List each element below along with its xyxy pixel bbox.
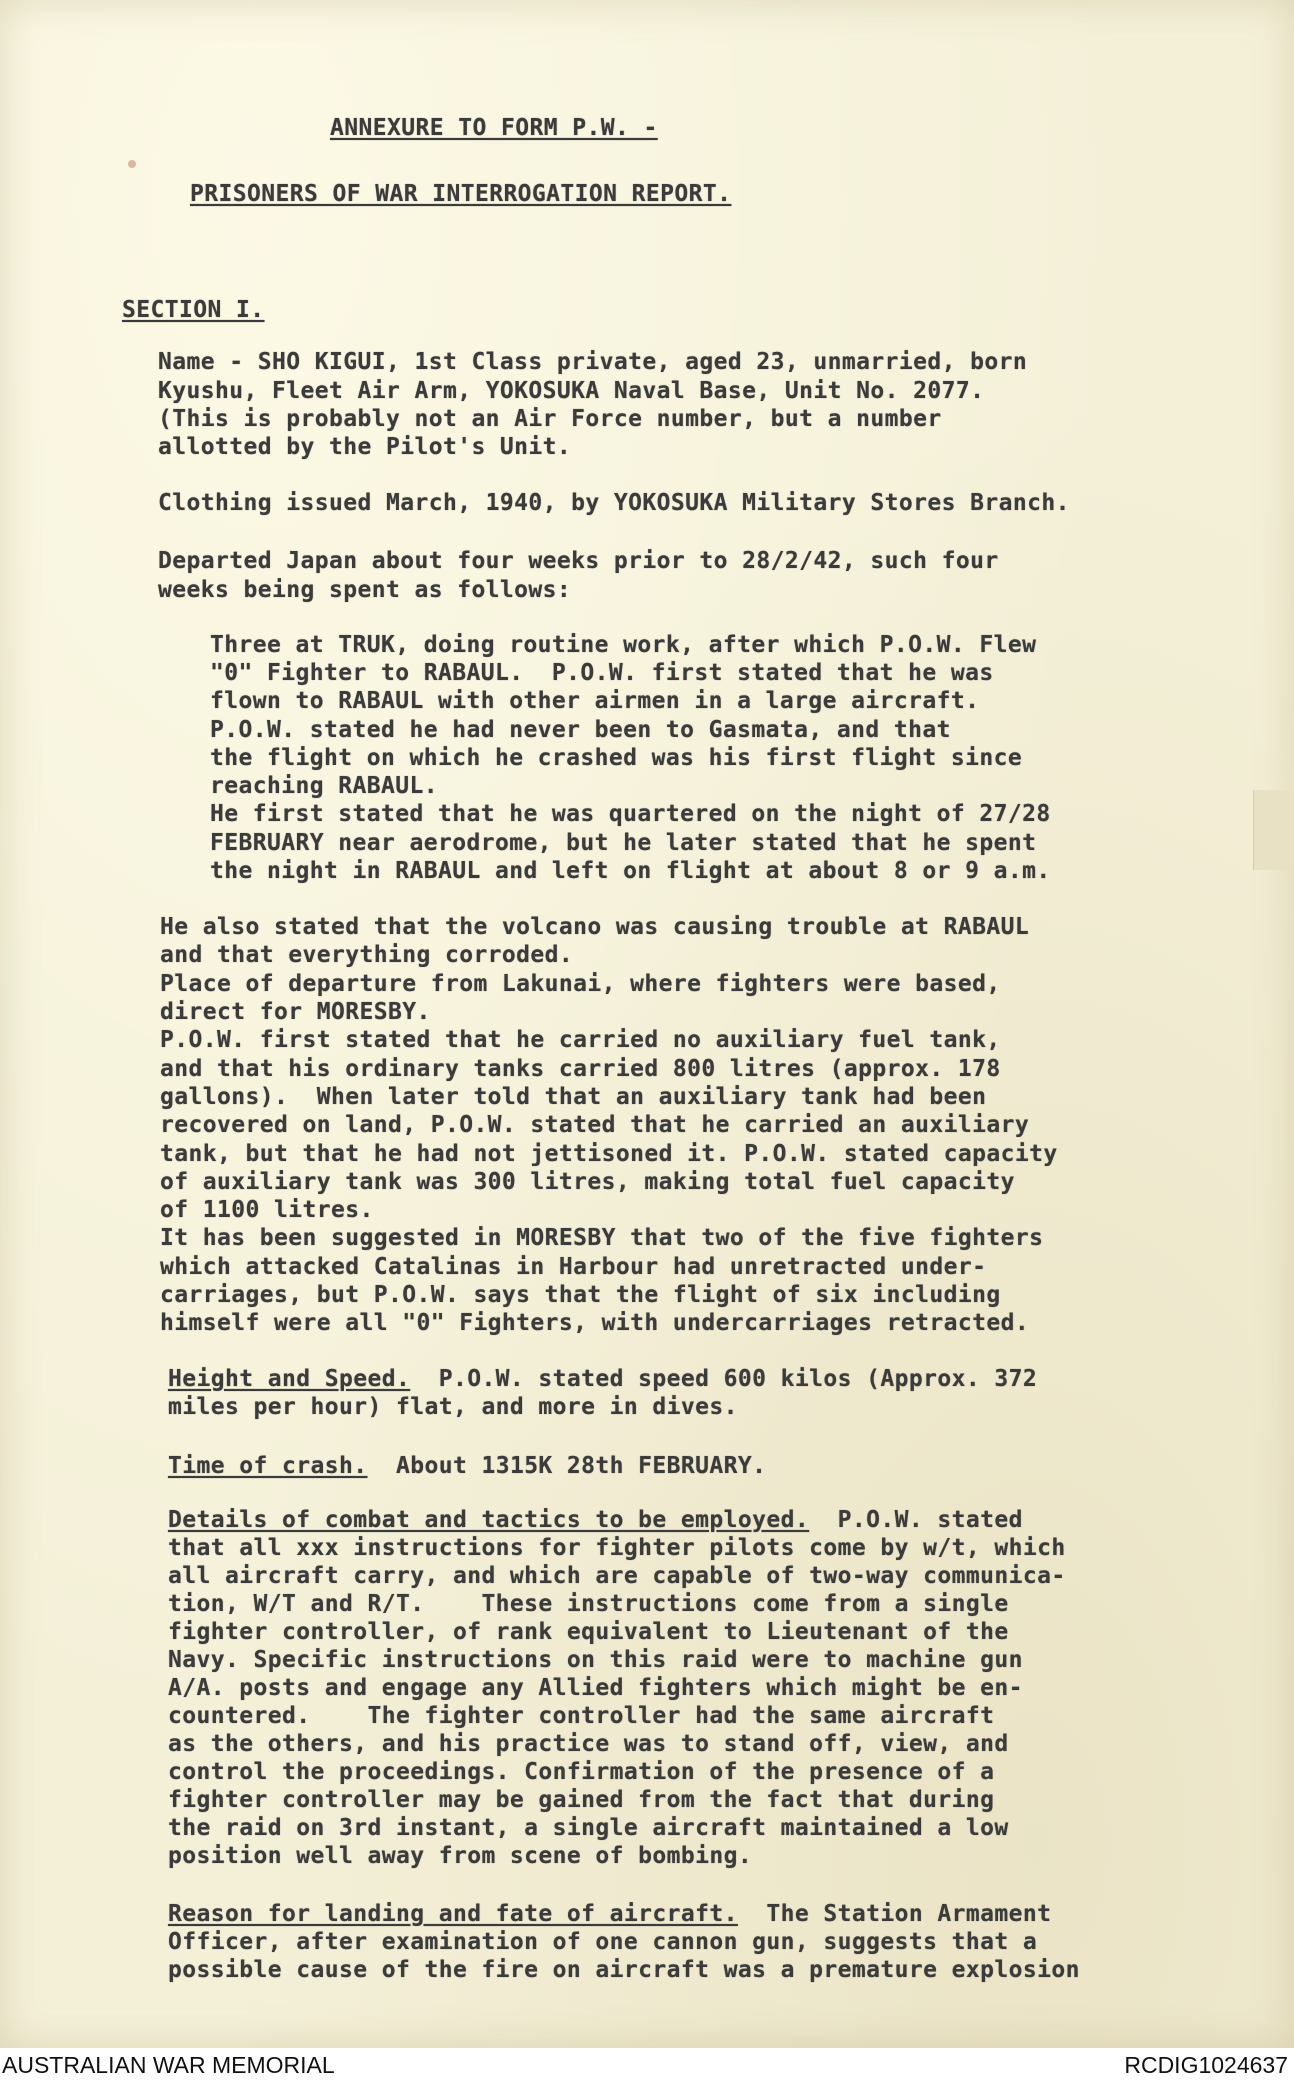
footer-record-id: RCDIG1024637 [1124, 2052, 1288, 2078]
report-title: PRISONERS OF WAR INTERROGATION REPORT. [190, 181, 732, 207]
combat-heading: Details of combat and tactics to be employed. [168, 1507, 810, 1533]
torn-edge [1253, 790, 1294, 870]
time-of-crash-heading: Time of crash. [168, 1453, 368, 1479]
annexure-heading: ANNEXURE TO FORM P.W. - [330, 115, 658, 141]
reason-heading: Reason for landing and fate of aircraft. [168, 1901, 738, 1927]
document-page: ANNEXURE TO FORM P.W. - PRISONERS OF WAR INTERROGATION REPORT. SECTION I. Name - SHO KIGUI, 1st Class private, aged 23, unmarried, born Kyushu, Fleet Air Arm, YOKOSUKA Naval Base, Unit No. 2077. (This is probably not an Air Force number, but a number allotted by the Pilot's Unit. Clothing issued March, 1940, by YOKOSUKA Military Stores Branch. Departed Japan about four weeks prior to 28/2/42, such four weeks being spent as follows: Three at TRUK, doing routine work, after which P.O.W. Flew "0" Fighter to RABAUL. P.O.W. first stated that he was flown to RABAUL with other airmen in a large aircraft. P.O.W. stated he had never been to Gasmata, and that the flight on which he crashed was his first flight since reaching RABAUL. He first stated that he was quartered on the night of 27/28 FEBRUARY near aerodrome, but he later stated that he spent the night in RABAUL and left on flight at about 8 or 9 a.m. He also stated that the volcano was causing trouble at RABAUL and that everything corroded. Place of departure from Lakunai, where fighters were based, direct for MORESBY. P.O.W. first stated that he carried no auxiliary fuel tank, and that his ordinary tanks carried 800 litres (approx. 178 gallons). When later told that an auxiliary tank had been recovered on land, P.O.W. stated that he carried an auxiliary tank, but that he had not jettisoned it. P.O.W. stated capacity of auxiliary tank was 300 litres, making total fuel capacity of 1100 litres. It has been suggested in MORESBY that two of the five fighters which attacked Catalinas in Harbour had unretracted under- carriages, but P.O.W. says that the flight of six including himself were all "0" Fighters, with undercarriages retracted. Height and Speed. P.O.W. stated speed 600 kilos (Approx. 372 miles per hour) flat, and more in dives. Time of crash. About 1315K 28th FEBRUARY. Details of combat and tactics to be employed. P.O.W. stated that all xxx instructions for fighter pilots come by w/t, which all aircraft carry, and which are capable of two-way communica- tion, W/T and R/T. These instructions come from a single fighter controller, of rank equivalent to Lieutenant of the Navy. Specific instructions on this raid were to machine gun A/A. posts and engage any Allied fighters which might be en- countered. The fighter controller had the same aircraft as the others, and his practice was to stand off, view, and control the proceedings. Confirmation of the presence of a fighter controller may be gained from the fact that during the raid on 3rd instant, a single aircraft maintained a low position well away from scene of bombing. Reason for landing and fate of aircraft. The Station Armament Officer, after examination of one cannon gun, suggests that a possible cause of the fire on aircraft was a premature explosion [0, 0, 1294, 2048]
section-title: SECTION I. [122, 297, 265, 323]
ink-stain [128, 160, 136, 168]
time-of-crash-paragraph: Time of crash. About 1315K 28th FEBRUARY. [168, 1453, 767, 1479]
height-speed-heading: Height and Speed. [168, 1366, 411, 1392]
clothing-paragraph: Clothing issued March, 1940, by YOKOSUKA Military Stores Branch. [158, 490, 1070, 516]
archive-footer [0, 2048, 1294, 2082]
footer-institution: AUSTRALIAN WAR MEMORIAL [2, 2052, 335, 2078]
